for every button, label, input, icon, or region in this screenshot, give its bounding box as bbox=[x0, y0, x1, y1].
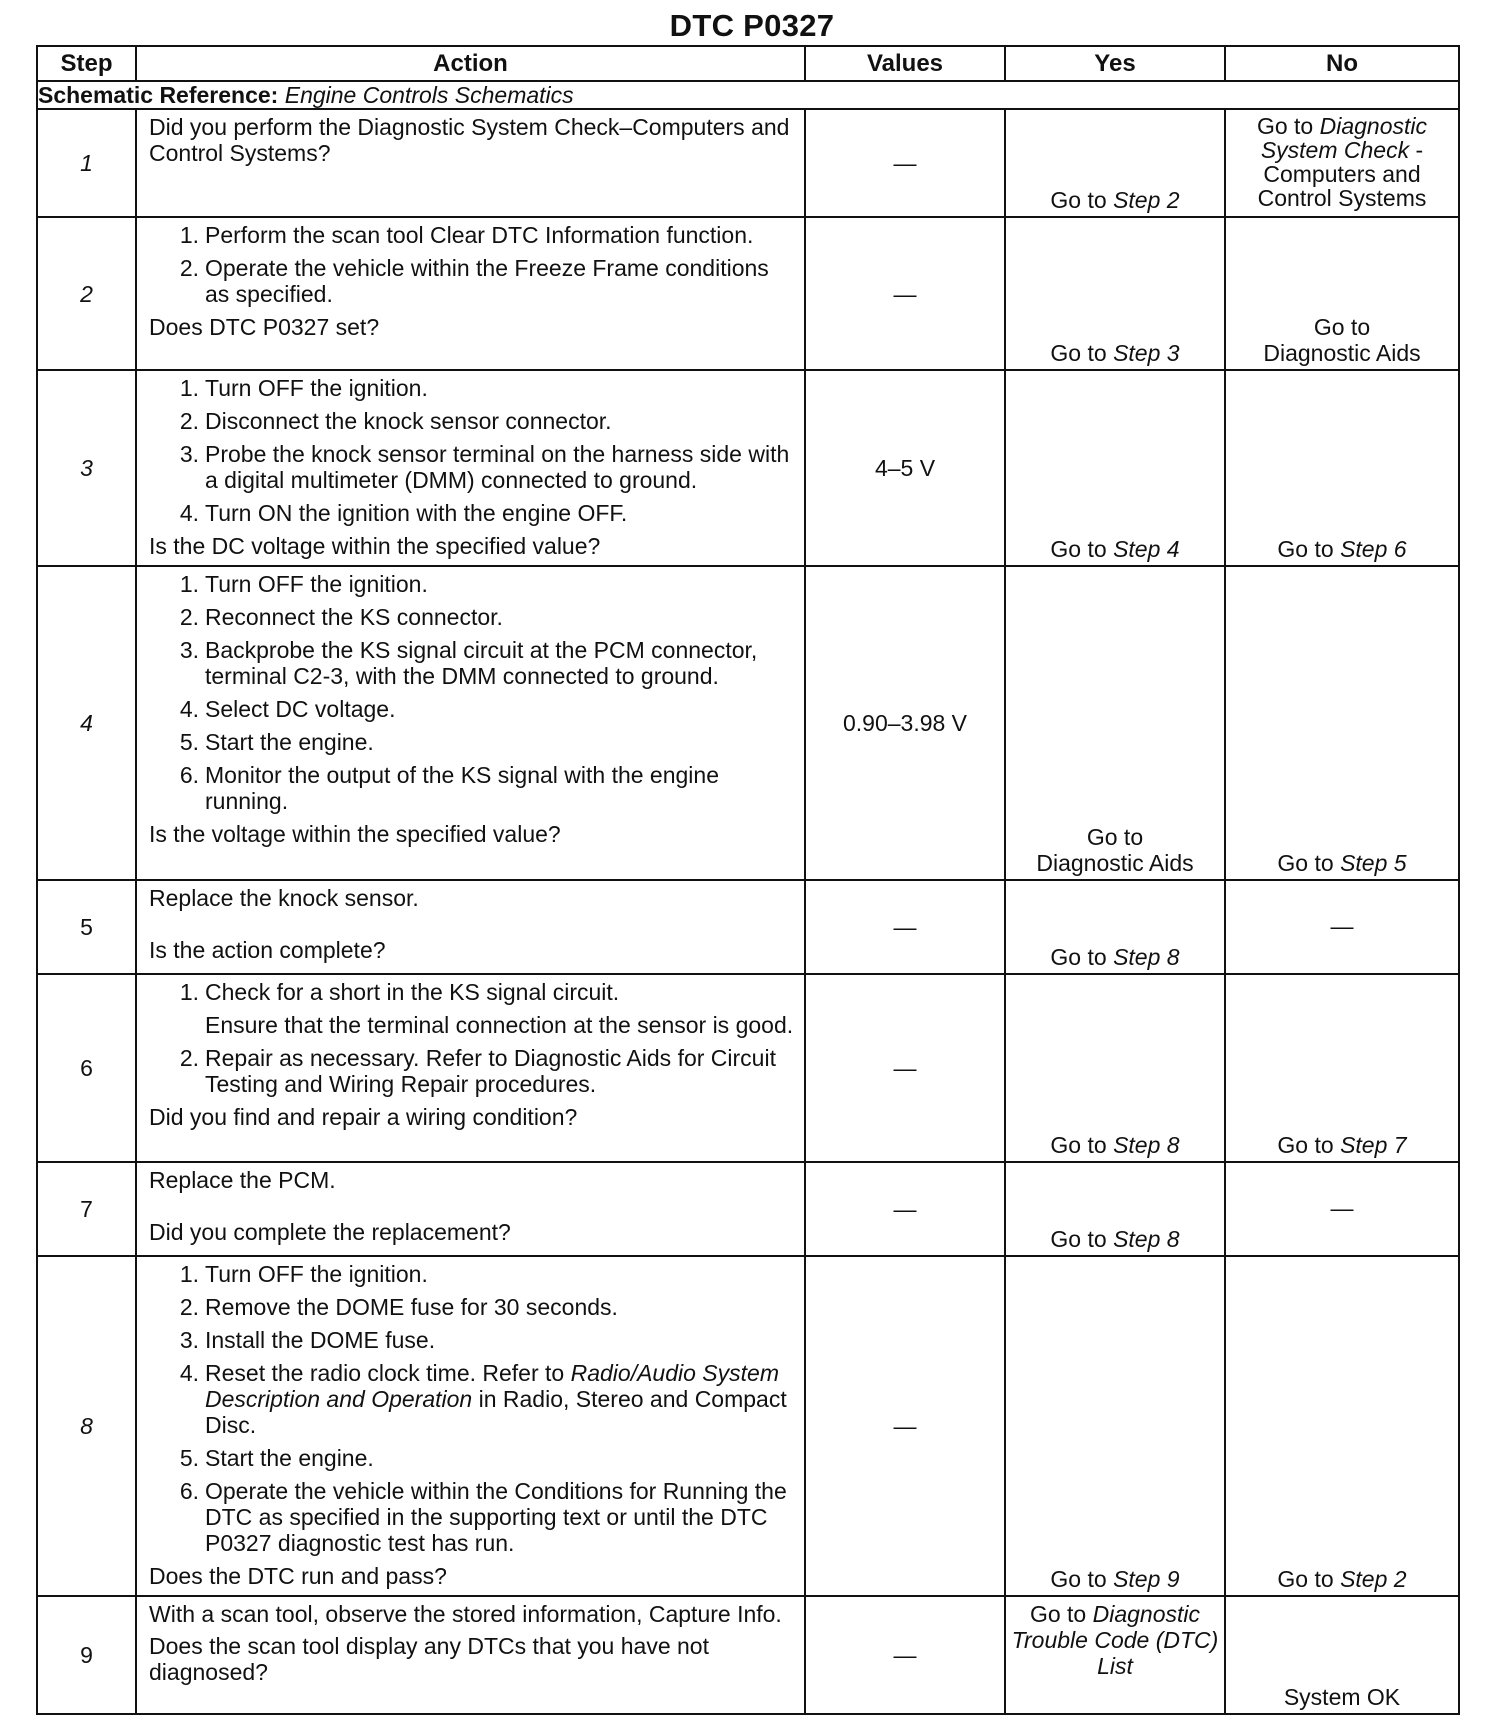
action-cell bbox=[136, 370, 805, 566]
table-row bbox=[37, 370, 1459, 566]
action-cell bbox=[136, 1256, 805, 1596]
yes-prefix: Go to bbox=[1050, 944, 1107, 970]
no-link[interactable]: Step 5 bbox=[1340, 850, 1407, 876]
yes-cell bbox=[1005, 974, 1225, 1162]
value-cell: — bbox=[805, 1162, 1005, 1256]
schematic-link[interactable]: Engine Controls Schematics bbox=[284, 82, 574, 108]
no-prefix: Go to bbox=[1313, 314, 1371, 340]
schematic-label: Schematic Reference: bbox=[38, 82, 279, 108]
step-number: 2 bbox=[37, 217, 136, 370]
action-question: Is the voltage within the specified value? bbox=[149, 821, 561, 847]
value-cell: 4–5 V bbox=[805, 370, 1005, 566]
step-number: 5 bbox=[37, 880, 136, 974]
no-link[interactable]: Step 6 bbox=[1340, 536, 1407, 562]
no-prefix: Go to bbox=[1256, 113, 1314, 139]
action-cell bbox=[136, 880, 805, 974]
table-row bbox=[37, 109, 1459, 217]
list-item: 1. Turn OFF the ignition. bbox=[179, 571, 428, 597]
action-text: Replace the knock sensor. bbox=[149, 885, 419, 911]
table-row bbox=[37, 1162, 1459, 1256]
value-cell: — bbox=[805, 880, 1005, 974]
action-text: Did you perform the Diagnostic System Check–Computers and Control Systems? bbox=[149, 114, 790, 166]
action-cell bbox=[136, 1596, 805, 1714]
action-question: Does the scan tool display any DTCs that you have not diagnosed? bbox=[149, 1633, 709, 1685]
no-link[interactable]: Diagnostic System Check bbox=[1260, 113, 1428, 163]
action-cell bbox=[136, 974, 805, 1162]
action-question: Does the DTC run and pass? bbox=[149, 1563, 447, 1589]
no-cell bbox=[1225, 109, 1459, 217]
no-link[interactable]: Diagnostic Aids bbox=[1263, 340, 1421, 366]
yes-cell bbox=[1005, 1596, 1225, 1714]
list-item: 3. Install the DOME fuse. bbox=[179, 1327, 436, 1353]
no-cell bbox=[1225, 566, 1459, 880]
list-item: 2. Reconnect the KS connector. bbox=[179, 604, 503, 630]
list-item: 1. Check for a short in the KS signal circuit. bbox=[179, 979, 620, 1005]
table-row bbox=[37, 566, 1459, 880]
action-question: Did you find and repair a wiring condition? bbox=[149, 1104, 578, 1130]
list-item: 5. Start the engine. bbox=[179, 1445, 374, 1471]
step-number: 1 bbox=[37, 109, 136, 217]
table-row bbox=[37, 1596, 1459, 1714]
procedure-list bbox=[149, 375, 794, 526]
action-cell bbox=[136, 1162, 805, 1256]
yes-cell bbox=[1005, 566, 1225, 880]
header-row bbox=[37, 46, 1459, 81]
list-item: 2. Operate the vehicle within the Freeze Frame conditions as specified. bbox=[179, 255, 769, 307]
procedure-list bbox=[149, 1045, 794, 1097]
yes-prefix: Go to bbox=[1029, 1601, 1087, 1627]
schematic-reference-row bbox=[37, 81, 1459, 109]
step-number: 9 bbox=[37, 1596, 136, 1714]
list-item: 2. Remove the DOME fuse for 30 seconds. bbox=[179, 1294, 618, 1320]
procedure-list bbox=[149, 979, 794, 1005]
table-row bbox=[37, 880, 1459, 974]
list-item: 4. Select DC voltage. bbox=[179, 696, 396, 722]
header-values: Values bbox=[805, 46, 1005, 81]
list-item: 1. Turn OFF the ignition. bbox=[179, 1261, 428, 1287]
value-cell: — bbox=[805, 974, 1005, 1162]
no-cell: — bbox=[1225, 880, 1459, 974]
yes-prefix: Go to bbox=[1086, 824, 1144, 850]
value-cell: — bbox=[805, 217, 1005, 370]
yes-cell bbox=[1005, 370, 1225, 566]
no-link[interactable]: Step 2 bbox=[1340, 1566, 1407, 1592]
procedure-list bbox=[149, 1261, 794, 1556]
header-yes: Yes bbox=[1005, 46, 1225, 81]
yes-link[interactable]: Step 8 bbox=[1113, 1132, 1180, 1158]
list-item: 6. Monitor the output of the KS signal with the engine running. bbox=[179, 762, 719, 814]
value-cell: — bbox=[805, 1596, 1005, 1714]
list-item: 3. Probe the knock sensor terminal on the harness side with a digital multimeter (DMM) connected to ground. bbox=[179, 441, 790, 493]
no-cell bbox=[1225, 1256, 1459, 1596]
yes-cell bbox=[1005, 1162, 1225, 1256]
action-question: Is the DC voltage within the specified value? bbox=[149, 533, 601, 559]
no-cell bbox=[1225, 217, 1459, 370]
yes-cell bbox=[1005, 217, 1225, 370]
yes-prefix: Go to bbox=[1050, 536, 1107, 562]
action-cell bbox=[136, 566, 805, 880]
no-link[interactable]: Step 7 bbox=[1340, 1132, 1407, 1158]
list-item: 2. Repair as necessary. Refer to Diagnostic Aids for Circuit Testing and Wiring Repair procedures. bbox=[179, 1045, 776, 1097]
action-text: With a scan tool, observe the stored information, Capture Info. bbox=[149, 1601, 782, 1627]
no-cell bbox=[1225, 370, 1459, 566]
no-prefix: Go to bbox=[1277, 1566, 1334, 1592]
step-number: 7 bbox=[37, 1162, 136, 1256]
yes-cell bbox=[1005, 880, 1225, 974]
action-cell bbox=[136, 217, 805, 370]
header-no: No bbox=[1225, 46, 1459, 81]
yes-link[interactable]: Step 8 bbox=[1113, 1226, 1180, 1252]
diagnostic-table bbox=[36, 45, 1460, 1715]
action-text: Replace the PCM. bbox=[149, 1167, 336, 1193]
page-title: DTC P0327 bbox=[669, 8, 835, 43]
yes-prefix: Go to bbox=[1050, 340, 1107, 366]
yes-prefix: Go to bbox=[1050, 1132, 1107, 1158]
action-cell bbox=[136, 109, 805, 217]
list-item: 1. Perform the scan tool Clear DTC Information function. bbox=[179, 222, 754, 248]
action-question: Did you complete the replacement? bbox=[149, 1219, 511, 1245]
step-number: 8 bbox=[37, 1256, 136, 1596]
list-item: 3. Backprobe the KS signal circuit at the PCM connector, terminal C2-3, with the DMM connected to ground. bbox=[179, 637, 758, 689]
no-prefix: Go to bbox=[1277, 850, 1334, 876]
no-suffix: - Computers and Control Systems bbox=[1257, 137, 1427, 211]
list-item: 1. Turn OFF the ignition. bbox=[179, 375, 428, 401]
action-question: Is the action complete? bbox=[149, 937, 386, 963]
value-cell: 0.90–3.98 V bbox=[805, 566, 1005, 880]
yes-link[interactable]: Diagnostic Trouble Code (DTC) List bbox=[1011, 1601, 1219, 1679]
list-item: 4. Reset the radio clock time. Refer to Radio/Audio System Description and Operation in Radio, Stereo and Compact Disc. bbox=[179, 1360, 787, 1438]
table-row bbox=[37, 217, 1459, 370]
procedure-list bbox=[149, 222, 794, 307]
yes-prefix: Go to bbox=[1050, 187, 1107, 213]
yes-link[interactable]: Step 3 bbox=[1113, 340, 1180, 366]
schematic-reference bbox=[37, 81, 1459, 109]
yes-link[interactable]: Step 4 bbox=[1113, 536, 1180, 562]
step-number: 6 bbox=[37, 974, 136, 1162]
yes-cell bbox=[1005, 109, 1225, 217]
yes-link[interactable]: Diagnostic Aids bbox=[1036, 850, 1194, 876]
action-question: Does DTC P0327 set? bbox=[149, 314, 380, 340]
list-item: 5. Start the engine. bbox=[179, 729, 374, 755]
yes-prefix: Go to bbox=[1050, 1566, 1107, 1592]
reference-link[interactable]: Radio/Audio System Description and Operation bbox=[205, 1360, 779, 1412]
yes-link[interactable]: Step 2 bbox=[1113, 187, 1180, 213]
yes-link[interactable]: Step 8 bbox=[1113, 944, 1180, 970]
value-cell: — bbox=[805, 109, 1005, 217]
list-item: 4. Turn ON the ignition with the engine OFF. bbox=[179, 500, 628, 526]
list-item: 2. Disconnect the knock sensor connector. bbox=[179, 408, 612, 434]
no-prefix: Go to bbox=[1277, 536, 1334, 562]
value-cell: — bbox=[805, 1256, 1005, 1596]
yes-cell bbox=[1005, 1256, 1225, 1596]
procedure-list bbox=[149, 571, 794, 814]
list-item: 6. Operate the vehicle within the Conditions for Running the DTC as specified in the supporting text or until the DTC P0327 diagnostic test has run. bbox=[179, 1478, 787, 1556]
yes-link[interactable]: Step 9 bbox=[1113, 1566, 1180, 1592]
table-row bbox=[37, 1256, 1459, 1596]
no-cell bbox=[1225, 974, 1459, 1162]
no-cell: — bbox=[1225, 1162, 1459, 1256]
yes-prefix: Go to bbox=[1050, 1226, 1107, 1252]
header-step: Step bbox=[37, 46, 136, 81]
no-prefix: Go to bbox=[1277, 1132, 1334, 1158]
step-number: 4 bbox=[37, 566, 136, 880]
sub-note: Ensure that the terminal connection at the sensor is good. bbox=[205, 1012, 794, 1038]
no-cell: System OK bbox=[1225, 1596, 1459, 1714]
header-action: Action bbox=[136, 46, 805, 81]
table-row bbox=[37, 974, 1459, 1162]
step-number: 3 bbox=[37, 370, 136, 566]
